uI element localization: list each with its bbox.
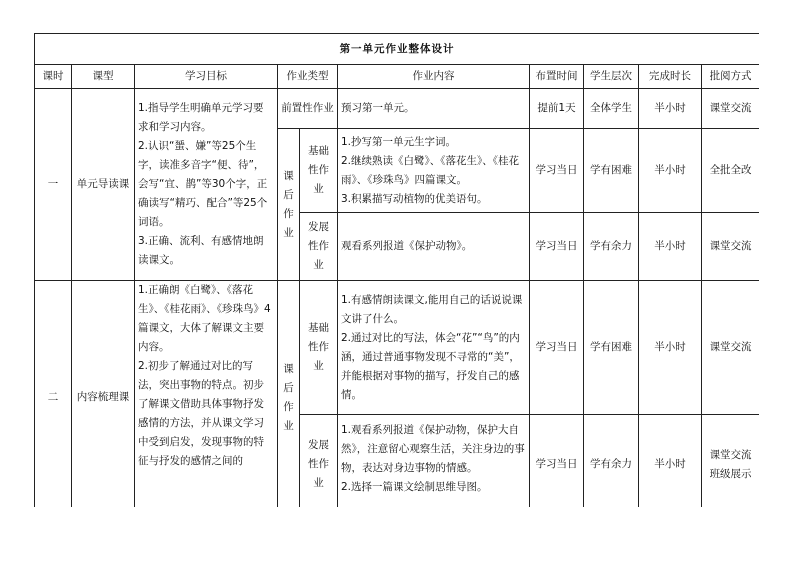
homework-kind-text: 发展性作业 <box>308 221 329 271</box>
lesson-number: 一 <box>35 89 72 281</box>
learning-goals <box>135 281 278 508</box>
assign-time: 学习当日 <box>530 129 584 213</box>
assignment-table <box>34 33 759 507</box>
pre-class-content: 预习第一单元。 <box>338 89 530 129</box>
duration: 半小时 <box>639 89 702 129</box>
homework-content <box>338 213 530 281</box>
header-type: 课型 <box>72 65 135 89</box>
homework-content <box>338 129 530 213</box>
assign-time: 学习当日 <box>530 415 584 508</box>
lesson-type: 单元导读课 <box>72 89 135 281</box>
content-item: 3.积累描写动植物的优美语句。 <box>341 192 488 205</box>
learning-goals <box>135 89 278 281</box>
homework-content <box>338 281 530 415</box>
duration: 半小时 <box>639 213 702 281</box>
homework-kind <box>300 213 338 281</box>
after-class-text: 课后作业 <box>283 362 294 432</box>
assign-time: 提前1天 <box>530 89 584 129</box>
header-level: 学生层次 <box>584 65 639 89</box>
homework-kind-text: 基础性作业 <box>308 322 329 372</box>
homework-kind <box>300 129 338 213</box>
pre-class-category: 前置性作业 <box>278 89 338 129</box>
lesson-type: 内容梳理课 <box>72 281 135 508</box>
review-method: 课堂交流 <box>702 213 760 281</box>
review-method: 课堂交流班级展示 <box>702 415 760 508</box>
student-level: 学有困难 <box>584 281 639 415</box>
homework-kind-text: 基础性作业 <box>308 145 329 195</box>
review-method: 课堂交流 <box>702 89 760 129</box>
after-class-label <box>278 281 300 508</box>
assignment-design-sheet <box>34 33 759 507</box>
page-title: 第一单元作业整体设计 <box>35 34 760 65</box>
content-item: 2.继续熟读《白鹭》、《落花生》、《桂花雨》、《珍珠鸟》四篇课文。 <box>341 154 520 186</box>
student-level: 学有困难 <box>584 129 639 213</box>
content-item: 2.选择一篇课文绘制思维导图。 <box>341 481 488 493</box>
table-row <box>35 89 760 129</box>
goal-item: 1.指导学生明确单元学习要求和学习内容。 <box>138 102 264 133</box>
header-time: 布置时间 <box>530 65 584 89</box>
homework-kind <box>300 281 338 415</box>
homework-kind <box>300 415 338 508</box>
header-duration: 完成时长 <box>639 65 702 89</box>
content-item: 1.观看系列报道《保护动物，保护大自然》，注意留心观察生活，关注身边的事物，表达对身边事物的情感。 <box>341 424 525 474</box>
content-item: 2.通过对比的写法，体会“花”“鸟”的内涵，通过普通事物发现不寻常的“美”，并能根据对事物的描写，抒发自己的感情。 <box>341 331 520 401</box>
student-level: 学有余力 <box>584 213 639 281</box>
header-lesson: 课时 <box>35 65 72 89</box>
after-class-text: 课后作业 <box>283 169 294 239</box>
duration: 半小时 <box>639 415 702 508</box>
lesson-number: 二 <box>35 281 72 508</box>
content-item: 观看系列报道《保护动物》。 <box>341 240 473 252</box>
goal-item: 3.正确、流利、有感情地朗读课文。 <box>138 235 264 266</box>
duration: 半小时 <box>639 129 702 213</box>
table-row <box>35 281 760 415</box>
after-class-label <box>278 129 300 281</box>
goal-item: 2.初步了解通过对比的写法，突出事物的特点。初步了解课文借助具体事物抒发感情的方法，并从课文学习中受到启发，发现事物的特征与抒发的感情之间的 <box>138 360 264 467</box>
header-content: 作业内容 <box>338 65 530 89</box>
student-level: 全体学生 <box>584 89 639 129</box>
header-review: 批阅方式 <box>702 65 760 89</box>
content-item: 1.有感情朗读课文,能用自己的话说说课文讲了什么。 <box>341 293 523 325</box>
homework-kind-text: 发展性作业 <box>308 439 329 489</box>
header-row <box>35 65 760 89</box>
homework-content <box>338 415 530 508</box>
goal-item: 2.认识“蜑、嫌”等25个生字，读准多音字“便、待”，会写“宜、鹊”等30个字，正确读写“精巧、配合”等25个词语。 <box>138 140 268 228</box>
goal-item: 1.正确朗《白鹭》、《落花生》、《桂花雨》、《珍珠鸟》4篇课文，大体了解课文主要内容。 <box>138 284 271 353</box>
header-category: 作业类型 <box>278 65 338 89</box>
duration: 半小时 <box>639 281 702 415</box>
header-goals: 学习目标 <box>135 65 278 89</box>
review-method: 全批全改 <box>702 129 760 213</box>
assign-time: 学习当日 <box>530 281 584 415</box>
review-method: 课堂交流 <box>702 281 760 415</box>
assign-time: 学习当日 <box>530 213 584 281</box>
student-level: 学有余力 <box>584 415 639 508</box>
content-item: 1.抄写第一单元生字词。 <box>341 135 457 148</box>
